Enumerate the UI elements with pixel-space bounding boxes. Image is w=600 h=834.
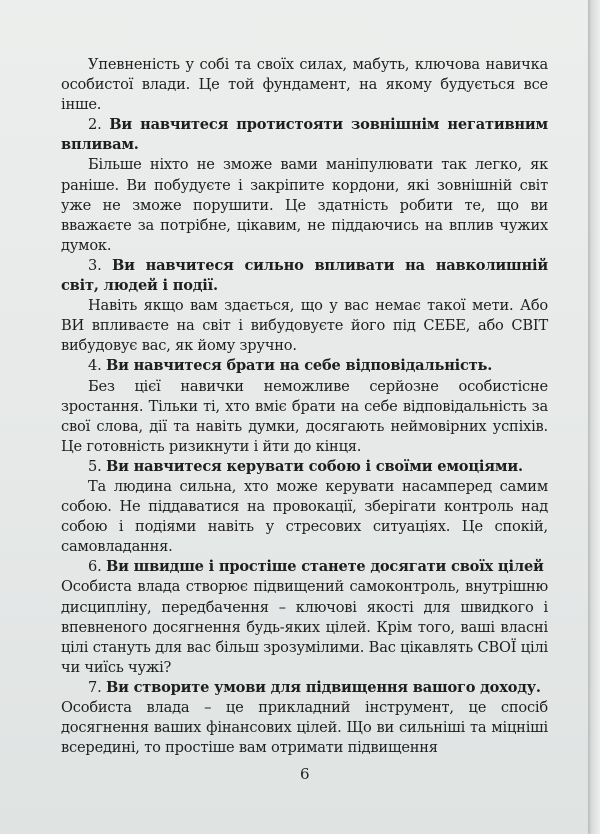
heading-item-6 (61, 557, 548, 577)
heading-item-4 (61, 356, 548, 376)
heading-text: Ви навчитеся протистояти зовнішнім негативним впливам. (61, 116, 548, 154)
item-number: 2. (88, 116, 102, 134)
heading-item-7 (61, 678, 548, 698)
page-number: 6 (300, 765, 310, 783)
paragraph-self-confidence: Упевненість у собі та своїх силах, мабуть, ключова навичка особистої влади. Це той фундамент, на якому будується все інше. (61, 56, 548, 114)
paragraph-item-6: Особиста влада створює підвищений самоконтроль, внутрішню дисципліну, передбачення – ключові якості для швидкого і впевненого досягнення будь-яких цілей. Крім того, ваші власні цілі стануть для вас більш зрозумілими. Вас цікавлять СВОЇ цілі чи чиїсь чужі? (61, 578, 548, 676)
heading-text: Ви навчитеся сильно впливати на навколишній світ, людей і події. (61, 256, 548, 295)
heading-text: Ви навчитеся керувати собою і своїми емоціями. (105, 457, 523, 475)
heading-text: Ви навчитеся брати на себе відповідальність. (105, 357, 493, 375)
paragraph-item-3: Навіть якщо вам здається, що у вас немає такої мети. Або ВИ впливаєте на світ і вибудовуєте його під СЕБЕ, або СВІТ вибудовує вас, як йому зручно. (61, 297, 548, 355)
paragraph-item-5: Та людина сильна, хто може керувати насамперед самим собою. Не піддаватися на провокації, зберігати контроль над собою і подіями навіть у стресових ситуаціях. Це спокій, самовладання. (61, 477, 548, 556)
item-number: 7. (88, 678, 102, 696)
paragraph-item-4: Без цієї навички неможливе серйозне особистісне зростання. Тільки ті, хто вміє брати на себе відповідальність за свої слова, дії та навіть думки, досягають неймовірних успіхів. Це готовність ризикнути і йти до кінця. (61, 377, 548, 455)
item-number: 5. (88, 457, 102, 475)
heading-item-5 (61, 457, 548, 477)
paragraph-item-7: Особиста влада – це прикладний інструмент, це спосіб досягнення ваших фінансових цілей. Що ви сильніші та міцніші всередині, то простіше вам отримати підвищення (61, 699, 548, 757)
heading-text: Ви швидше і простіше станете досягати своїх цілей (105, 558, 544, 576)
paragraph-item-2: Більше ніхто не зможе вами маніпулювати так легко, як раніше. Ви побудуєте і закріпите кордони, які зовнішній світ уже не зможе порушити. Це здатність робити те, що ви вважаєте за потрібне, цікавим, не піддаючись на вплив чужих думок. (61, 156, 548, 254)
item-number: 4. (88, 357, 102, 375)
page-text (61, 55, 548, 758)
page-edge-shadow (588, 0, 600, 834)
item-number: 3. (88, 256, 102, 274)
heading-item-3 (61, 256, 548, 296)
item-number: 6. (88, 558, 102, 576)
heading-item-2 (61, 115, 548, 155)
heading-text: Ви створите умови для підвищення вашого доходу. (105, 678, 541, 696)
